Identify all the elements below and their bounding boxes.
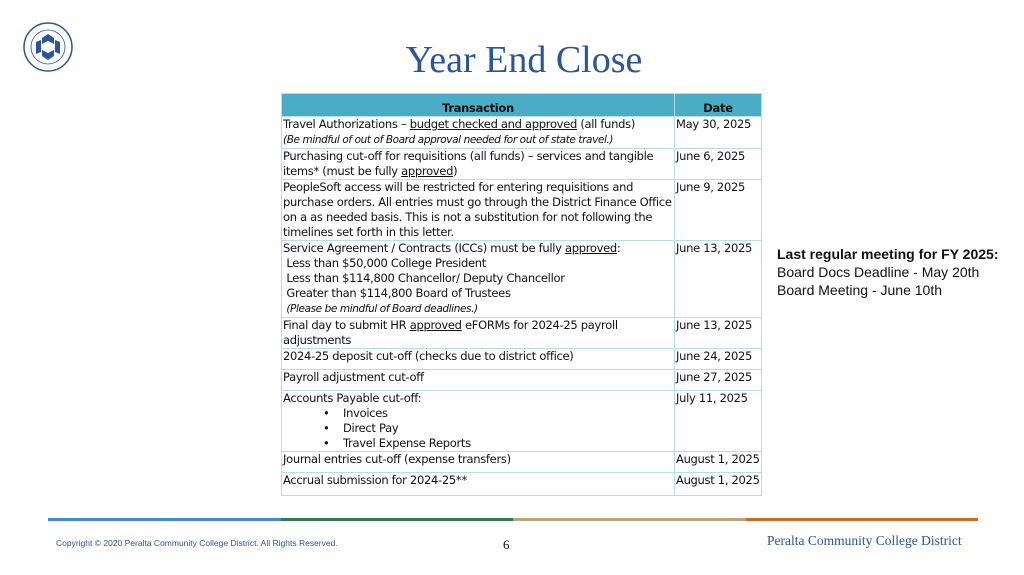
transaction-cell: Payroll adjustment cut-off	[282, 370, 675, 391]
approval-line: Less than $114,800 Chancellor/ Deputy Chancellor	[286, 271, 565, 285]
bar-segment	[48, 518, 281, 521]
bar-segment	[513, 518, 746, 521]
table-row	[282, 391, 762, 452]
table-row	[282, 180, 762, 241]
table-header-row	[282, 94, 762, 117]
table-row	[282, 241, 762, 318]
date-cell: May 30, 2025	[675, 117, 762, 149]
date-cell: August 1, 2025	[675, 473, 762, 496]
note-line: Board Docs Deadline - May 20th	[777, 264, 980, 280]
date-cell: June 9, 2025	[675, 180, 762, 241]
bullet-item: • Direct Pay	[283, 421, 673, 436]
page-title: Year End Close	[405, 39, 643, 81]
copyright: Copyright © 2020 Peralta Community College District. All Rights Reserved.	[56, 538, 338, 548]
table-row	[282, 149, 762, 180]
transaction-cell: Accounts Payable cut-off: • Invoices • Direct Pay • Travel Expense Reports	[282, 391, 675, 452]
transaction-cell: PeopleSoft access will be restricted for entering requisitions and purchase orders. All entries must go through the District Finance Office on a as needed basis. This is not a substitution for not following the timelines set forth in this letter.	[282, 180, 675, 241]
table-row	[282, 473, 762, 496]
date-cell: July 11, 2025	[675, 391, 762, 452]
approval-line: Greater than $114,800 Board of Trustees	[286, 286, 511, 300]
bar-segment	[746, 518, 979, 521]
table-row	[282, 452, 762, 473]
date-cell: June 6, 2025	[675, 149, 762, 180]
header-transaction: Transaction	[282, 94, 675, 117]
transaction-cell: Purchasing cut-off for requisitions (all funds) – services and tangible items* (must be fully approved)	[282, 149, 675, 180]
header-date: Date	[675, 94, 762, 117]
transaction-cell: 2024-25 deposit cut-off (checks due to district office)	[282, 349, 675, 370]
date-cell: August 1, 2025	[675, 452, 762, 473]
transaction-cell: Journal entries cut-off (expense transfers)	[282, 452, 675, 473]
transaction-cell: Final day to submit HR approved eFORMs for 2024-25 payroll adjustments	[282, 318, 675, 349]
bullet-item: • Invoices	[283, 406, 673, 421]
bullet-item: • Travel Expense Reports	[283, 436, 673, 451]
page-number: 6	[503, 537, 510, 552]
date-cell: June 27, 2025	[675, 370, 762, 391]
note-heading: Last regular meeting for FY 2025:	[777, 246, 999, 262]
organization-name: Peralta Community College District	[767, 533, 962, 548]
note-line: Board Meeting - June 10th	[777, 282, 942, 298]
transaction-cell: Travel Authorizations – budget checked and approved (all funds) (Be mindful of out of Board approval needed for out of state travel.)	[282, 117, 675, 149]
date-cell: June 24, 2025	[675, 349, 762, 370]
table-row	[282, 370, 762, 391]
transaction-cell: Accrual submission for 2024-25**	[282, 473, 675, 496]
note: (Be mindful of out of Board approval needed for out of state travel.)	[283, 134, 614, 146]
approval-line: Less than $50,000 College President	[286, 256, 486, 270]
date-cell: June 13, 2025	[675, 318, 762, 349]
bar-segment	[281, 518, 514, 521]
board-meeting-note	[777, 245, 1007, 299]
footer-color-bar	[48, 518, 978, 521]
date-cell: June 13, 2025	[675, 241, 762, 318]
table-row	[282, 349, 762, 370]
transaction-cell: Service Agreement / Contracts (ICCs) must be fully approved: Less than $50,000 College President Less than $114,800 Chancellor/ Deputy Chancellor Greater than $114,800 Board of Trustees (Please be mindful of Board deadlines.)	[282, 241, 675, 318]
table-row	[282, 117, 762, 149]
year-end-table	[281, 93, 762, 496]
table-row	[282, 318, 762, 349]
note: (Please be mindful of Board deadlines.)	[286, 303, 478, 315]
